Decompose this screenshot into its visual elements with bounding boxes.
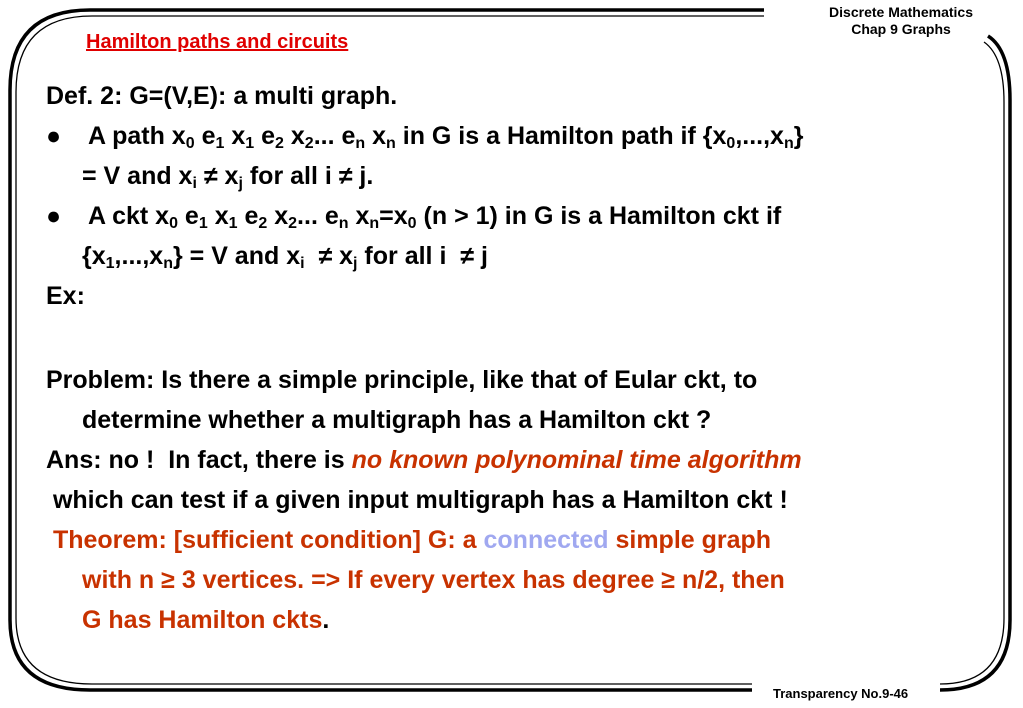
bullet-2-line-2: $\{x_1,...,x_n\} = V$ and $x_i \ne x_j$ for all i ≠ j (82, 242, 488, 272)
course-name: Discrete Mathematics (829, 4, 973, 20)
slide-title: Hamilton paths and circuits (86, 31, 349, 53)
bullet-1-line-1: ● A path $x_0$ $e_1$ $x_1$ $e_2$ $x_2$... $e_n$ $x_n$ in G is a Hamilton path if $\{x_0,...,x_n\}$ (46, 116, 1006, 156)
answer-line-1: Ans: no ! In fact, there is no known polynominal time algorithm (46, 446, 802, 474)
chapter-name: Chap 9 Graphs (851, 21, 951, 37)
bullet-icon: ● (46, 202, 62, 230)
problem-line-1: Problem: Is there a simple principle, like that of Eular ckt, to (46, 366, 758, 394)
connected-word: connected (483, 526, 609, 554)
example-label: Ex: (46, 282, 85, 310)
answer-line-2: which can test if a given input multigraph has a Hamilton ckt ! (46, 486, 788, 514)
problem-line-2: determine whether a multigraph has a Hamilton ckt ? (82, 406, 712, 434)
theorem-line-2: with n ≥ 3 vertices. => If every vertex has degree ≥ n/2, then (82, 566, 785, 594)
bullet-icon: ● (46, 122, 62, 150)
slide-footer: Transparency No.9-46 (773, 686, 909, 701)
slide-header (829, 4, 973, 38)
bullet-2-line-1: ● A ckt $x_0$ $e_1$ $x_1$ $e_2$ $x_2$... $e_n$ $x_n=x_0$ (n > 1) in G is a Hamilton ckt if (46, 196, 1006, 236)
definition-line: Def. 2: G=(V,E): a multi graph. (46, 82, 398, 110)
theorem-line-3: G has Hamilton ckts. (82, 606, 330, 634)
slide-body (46, 76, 1006, 640)
answer-highlight: no known polynominal time algorithm (351, 446, 802, 474)
bullet-1-line-2: = V and $x_i \ne x_j$ for all i ≠ j. (82, 162, 374, 192)
theorem-line-1: Theorem: [sufficient condition] G: a connected simple graph (46, 526, 772, 554)
